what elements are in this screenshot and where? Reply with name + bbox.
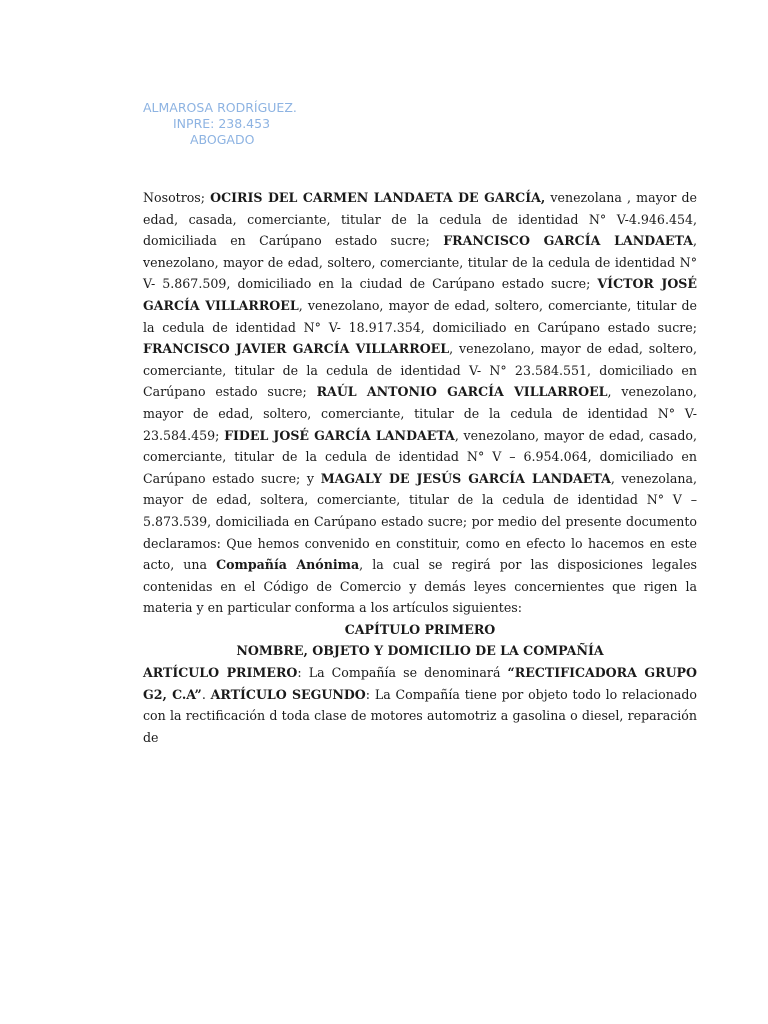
intro-text: , venezolano, mayor de edad, soltero, comerciante, titular de la cedula de identidad N° V- 23.584.459; bbox=[143, 384, 697, 443]
intro-text: , venezolana, mayor de edad, soltera, comerciante, titular de la cedula de identidad N° V – 5.873.539, domiciliada en Carúpano estado sucre; por medio del presente documento declaramos: Que hemos convenido en constituir, como en efecto lo hacemos en este acto, una bbox=[143, 470, 698, 573]
articles-paragraph bbox=[143, 662, 697, 748]
party-name: FIDEL JOSÉ GARCÍA LANDAETA bbox=[224, 427, 455, 443]
chapter-subheading: NOMBRE, OBJETO Y DOMICILIO DE LA COMPAÑÍA bbox=[236, 643, 604, 659]
party-name: MAGALY DE JESÚS GARCÍA LANDAETA bbox=[320, 470, 611, 486]
company-name: “RECTIFICADORA GRUPO G2, C.A” bbox=[143, 665, 697, 702]
article-label: ARTÍCULO SEGUNDO bbox=[210, 686, 366, 702]
chapter-heading: CAPÍTULO PRIMERO bbox=[344, 621, 496, 637]
article-text: : La Compañía tiene por objeto todo lo relacionado con la rectificación d toda clase de motores automotriz a gasolina o diesel, reparación de bbox=[143, 686, 697, 745]
party-name: VÍCTOR JOSÉ GARCÍA VILLARROEL bbox=[143, 276, 697, 313]
lawyer-title: ABOGADO bbox=[190, 132, 255, 147]
article-label: ARTÍCULO PRIMERO bbox=[143, 665, 298, 681]
document-body bbox=[143, 187, 697, 748]
letterhead bbox=[143, 100, 303, 148]
inpre-number: INPRE: 238.453 bbox=[173, 116, 271, 131]
intro-text: Nosotros; bbox=[143, 190, 211, 205]
lawyer-name: ALMAROSA RODRÍGUEZ. bbox=[143, 100, 297, 115]
intro-text: , venezolano, mayor de edad, soltero, comerciante, titular de la cedula de identidad N° V- 18.917.354, domiciliado en Carúpano estado sucre; bbox=[143, 297, 697, 335]
intro-paragraph bbox=[143, 187, 697, 619]
intro-text: , la cual se regirá por las disposiciones legales contenidas en el Código de Comercio y demás leyes concernientes que rigen la materia y en particular conforma a los artículos siguientes: bbox=[143, 557, 697, 616]
party-name: FRANCISCO GARCÍA LANDAETA bbox=[443, 233, 693, 249]
intro-text: , venezolano, mayor de edad, soltero, comerciante, titular de la cedula de identidad V- N° 23.584.551, domiciliado en Carúpano estado sucre; bbox=[143, 341, 697, 400]
intro-text: , venezolano, mayor de edad, soltero, comerciante, titular de la cedula de identidad N° V- 5.867.509, domiciliado en la ciudad de Carúpano estado sucre; bbox=[143, 233, 697, 292]
party-name: RAÚL ANTONIO GARCÍA VILLARROEL bbox=[316, 384, 608, 400]
company-type: Compañía Anónima bbox=[216, 557, 360, 573]
party-name: OCIRIS DEL CARMEN LANDAETA DE GARCÍA, bbox=[210, 190, 546, 205]
article-text: . bbox=[201, 686, 211, 702]
party-name: FRANCISCO JAVIER GARCÍA VILLARROEL bbox=[143, 341, 450, 357]
intro-text: venezolana , mayor de edad, casada, comerciante, titular de la cedula de identidad N° V-4.946.454, domiciliada en Carúpano estado sucre; bbox=[143, 190, 697, 249]
article-text: : La Compañía se denominará bbox=[297, 665, 508, 681]
intro-text: , venezolano, mayor de edad, casado, comerciante, titular de la cedula de identidad N° V – 6.954.064, domiciliado en Carúpano estado sucre; y bbox=[143, 427, 698, 486]
